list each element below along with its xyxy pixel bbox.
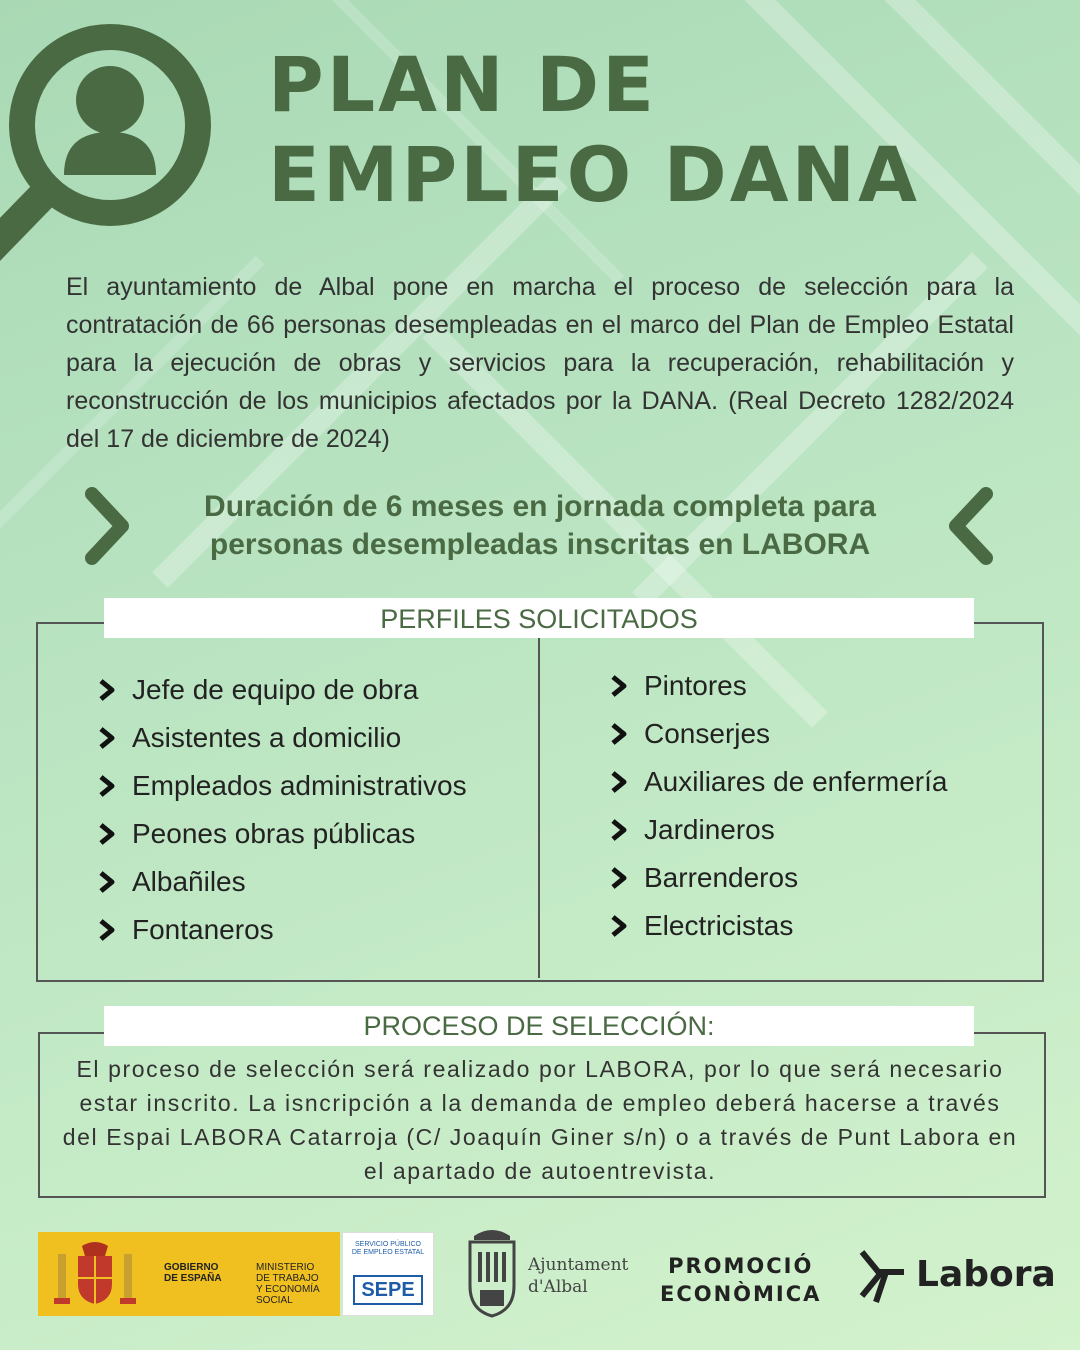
title-line-2: EMPLEO DANA (268, 130, 920, 219)
ministerio-line-2: DE TRABAJO (256, 1273, 319, 1284)
profile-label: Jardineros (644, 814, 775, 845)
profile-label: Asistentes a domicilio (132, 722, 402, 753)
sepe-wordmark: SEPE (353, 1275, 423, 1305)
gobierno-espana-logo (38, 1232, 340, 1316)
sepe-subtitle (349, 1241, 427, 1257)
chevron-right-icon (96, 726, 118, 750)
list-item (96, 906, 467, 954)
chevron-right-icon (96, 822, 118, 846)
coat-of-arms-icon (50, 1240, 140, 1310)
list-item (96, 666, 467, 714)
list-item (608, 806, 947, 854)
profile-label: Barrenderos (644, 862, 799, 893)
profile-label: Jefe de equipo de obra (132, 674, 419, 705)
intro-paragraph: El ayuntamiento de Albal pone en marcha el proceso de selección para la contratación de 66 personas desempleadas en el marco del Plan de Empleo Estatal para la ejecución de obras y servicios para la recuperación, rehabilitación y reconstrucción de los municipios afectados por la DANA. (Real Decreto 1282/2024 del 17 de diciembre de 2024) (66, 273, 1014, 453)
gobierno-text (164, 1262, 222, 1284)
list-item (608, 710, 947, 758)
profiles-list-left (96, 666, 467, 954)
chevron-right-icon (96, 774, 118, 798)
process-heading: PROCESO DE SELECCIÓN: (104, 1006, 974, 1046)
chevron-right-icon (96, 918, 118, 942)
list-item (608, 758, 947, 806)
chevron-right-icon (96, 678, 118, 702)
chevron-right-icon (608, 914, 630, 938)
highlight-line-1: Duración de 6 meses en jornada completa para (204, 490, 876, 523)
chevron-right-icon (608, 866, 630, 890)
sepe-logo (342, 1232, 434, 1316)
profiles-divider (538, 636, 540, 978)
title-line-1: PLAN DE (268, 40, 658, 129)
sepe-subtitle-line-2: DE EMPLEO ESTATAL (351, 1249, 425, 1256)
chevron-right-icon (608, 818, 630, 842)
list-item (608, 662, 947, 710)
chevron-right-icon (608, 722, 630, 746)
process-text: El proceso de selección será realizado por LABORA, por lo que será necesario estar inscrito. La isncripción a la demanda de empleo deberá hacerse a través del Espai LABORA Catarroja (C/ Joaquín Giner s/n) o a través de Punt Labora en el apartado de autoentrevista. (62, 1056, 1018, 1184)
ministerio-line-1: MINISTERIO (256, 1262, 315, 1273)
ministerio-text (256, 1262, 340, 1306)
profile-label: Electricistas (644, 910, 794, 941)
albal-line-2: d'Albal (528, 1277, 588, 1297)
ministerio-line-3: Y ECONOMÍA SOCIAL (256, 1284, 320, 1306)
labora-wordmark: Labora (916, 1254, 1056, 1295)
profiles-heading: PERFILES SOLICITADOS (104, 598, 974, 638)
ajuntament-albal-crest-icon (464, 1228, 520, 1320)
promo-line-2: ECONÒMICA (660, 1282, 822, 1306)
sepe-subtitle-line-1: SERVICIO PÚBLICO (354, 1241, 421, 1248)
highlight-line-2: personas desempleadas inscritas en LABORA (209, 528, 871, 561)
ajuntament-albal-text (528, 1254, 628, 1298)
gobierno-line-1: GOBIERNO (164, 1262, 219, 1273)
chevron-right-icon (96, 870, 118, 894)
profile-label: Pintores (644, 670, 747, 701)
chevron-right-icon (608, 770, 630, 794)
chevron-right-icon (608, 674, 630, 698)
list-item (608, 902, 947, 950)
gobierno-line-2: DE ESPAÑA (164, 1273, 222, 1284)
page-title (268, 40, 920, 220)
magnifier-person-icon (0, 10, 240, 270)
promo-line-1: PROMOCIÓ (668, 1254, 814, 1278)
promocio-economica-logo (660, 1252, 821, 1308)
duration-highlight (120, 488, 960, 564)
profile-label: Auxiliares de enfermería (644, 766, 948, 797)
profiles-list-right (608, 662, 947, 950)
albal-line-1: Ajuntament (528, 1255, 629, 1275)
profile-label: Albañiles (132, 866, 246, 897)
profile-label: Conserjes (644, 718, 771, 749)
list-item (96, 810, 467, 858)
list-item (96, 858, 467, 906)
list-item (96, 762, 467, 810)
list-item (608, 854, 947, 902)
labora-mark-icon (856, 1248, 908, 1306)
list-item (96, 714, 467, 762)
profile-label: Fontaneros (132, 914, 274, 945)
profile-label: Empleados administrativos (132, 770, 467, 801)
chevron-left-icon (946, 486, 996, 566)
profile-label: Peones obras públicas (132, 818, 416, 849)
